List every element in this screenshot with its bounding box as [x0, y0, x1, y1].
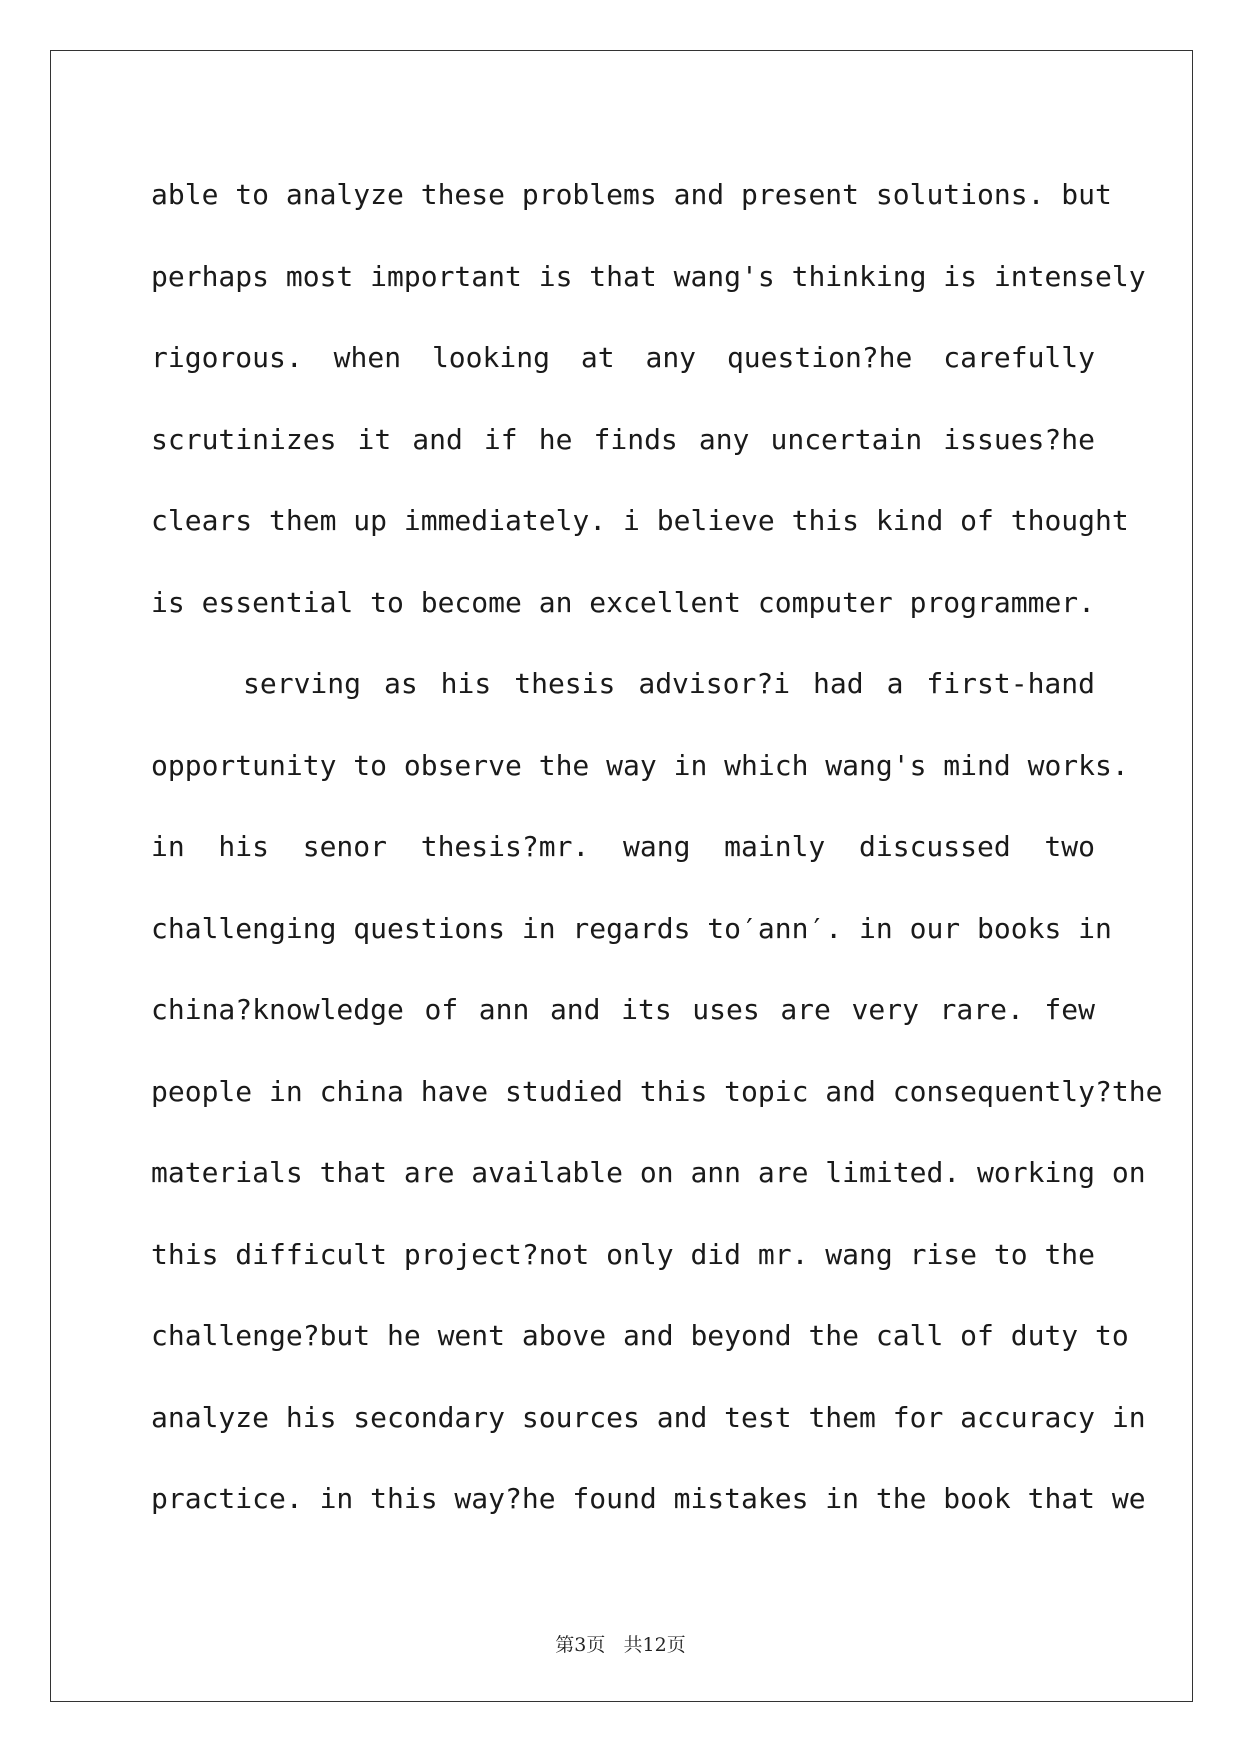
text-line: practice. in this way?he found mistakes in the book that we	[151, 1482, 1146, 1515]
text-line: people in china have studied this topic and consequently?the	[151, 1074, 1163, 1108]
text-line: rigorous. when looking at any question?he carefully	[151, 341, 1095, 374]
text-line: this difficult project?not only did mr. wang rise to the	[151, 1237, 1096, 1271]
text-line: scrutinizes it and if he finds any uncertain issues?he	[151, 422, 1095, 456]
page-number: 第3页	[555, 1634, 606, 1656]
text-line: perhaps most important is that wang's thinking is intensely	[151, 259, 1146, 293]
text-line: challenging questions in regards to′ann′. in our books in	[151, 911, 1112, 945]
page-footer	[0, 1630, 1241, 1657]
text-line: analyze his secondary sources and test them for accuracy in	[151, 1400, 1146, 1434]
text-line: able to analyze these problems and present solutions. but	[151, 178, 1112, 211]
text-line-paragraph-end: is essential to become an excellent computer programmer.	[151, 585, 1096, 619]
text-line: china?knowledge of ann and its uses are very rare. few	[151, 993, 1095, 1026]
text-line: materials that are available on ann are limited. working on	[151, 1156, 1146, 1189]
document-body	[151, 163, 1163, 1549]
text-line: clears them up immediately. i believe this kind of thought	[151, 504, 1129, 537]
page-total: 共12页	[623, 1634, 686, 1656]
text-line: challenge?but he went above and beyond the call of duty to	[151, 1319, 1129, 1352]
text-line: opportunity to observe the way in which wang's mind works.	[151, 748, 1129, 782]
text-line: in his senor thesis?mr. wang mainly discussed two	[151, 830, 1095, 863]
text-line-paragraph-start: serving as his thesis advisor?i had a first-hand	[243, 667, 1095, 700]
